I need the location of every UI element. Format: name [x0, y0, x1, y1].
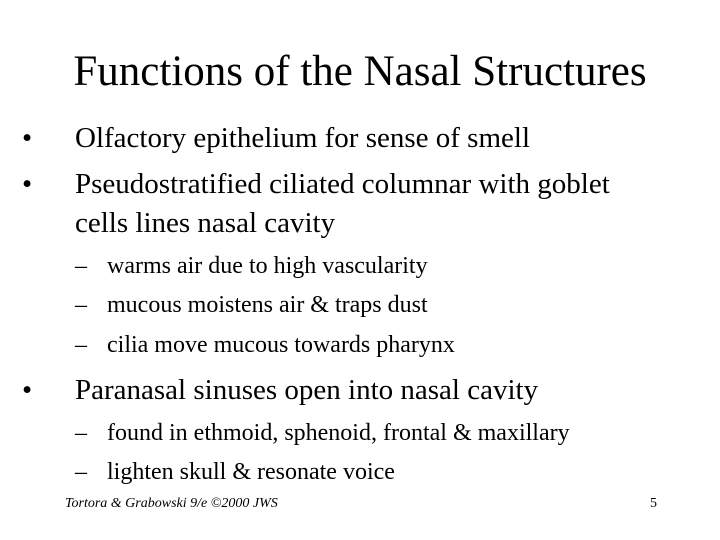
sub-bullet-mucous: mucous moistens air & traps dust: [107, 292, 428, 318]
sub-bullet-marker: –: [75, 332, 87, 358]
sub-bullet-skull: lighten skull & resonate voice: [107, 459, 395, 485]
bullet-paranasal: Paranasal sinuses open into nasal cavity: [75, 374, 539, 406]
bullet-marker: •: [22, 168, 33, 200]
sub-bullet-marker: –: [75, 292, 87, 318]
sub-bullet-cilia: cilia move mucous towards pharynx: [107, 332, 455, 358]
bullet-marker: •: [22, 374, 33, 406]
footer-citation: Tortora & Grabowski 9/e ©2000 JWS: [65, 496, 278, 511]
sub-bullet-sinuses-location: found in ethmoid, sphenoid, frontal & maxillary: [107, 420, 570, 446]
page-number: 5: [650, 496, 657, 511]
sub-bullet-vascularity: warms air due to high vascularity: [107, 253, 428, 279]
bullet-pseudostratified-line2: cells lines nasal cavity: [75, 207, 336, 239]
sub-bullet-marker: –: [75, 253, 87, 279]
sub-bullet-marker: –: [75, 459, 87, 485]
bullet-pseudostratified-line1: Pseudostratified ciliated columnar with goblet: [75, 168, 610, 200]
bullet-marker: •: [22, 122, 33, 154]
slide-title: Functions of the Nasal Structures: [73, 48, 647, 95]
sub-bullet-marker: –: [75, 420, 87, 446]
bullet-olfactory: Olfactory epithelium for sense of smell: [75, 122, 531, 154]
